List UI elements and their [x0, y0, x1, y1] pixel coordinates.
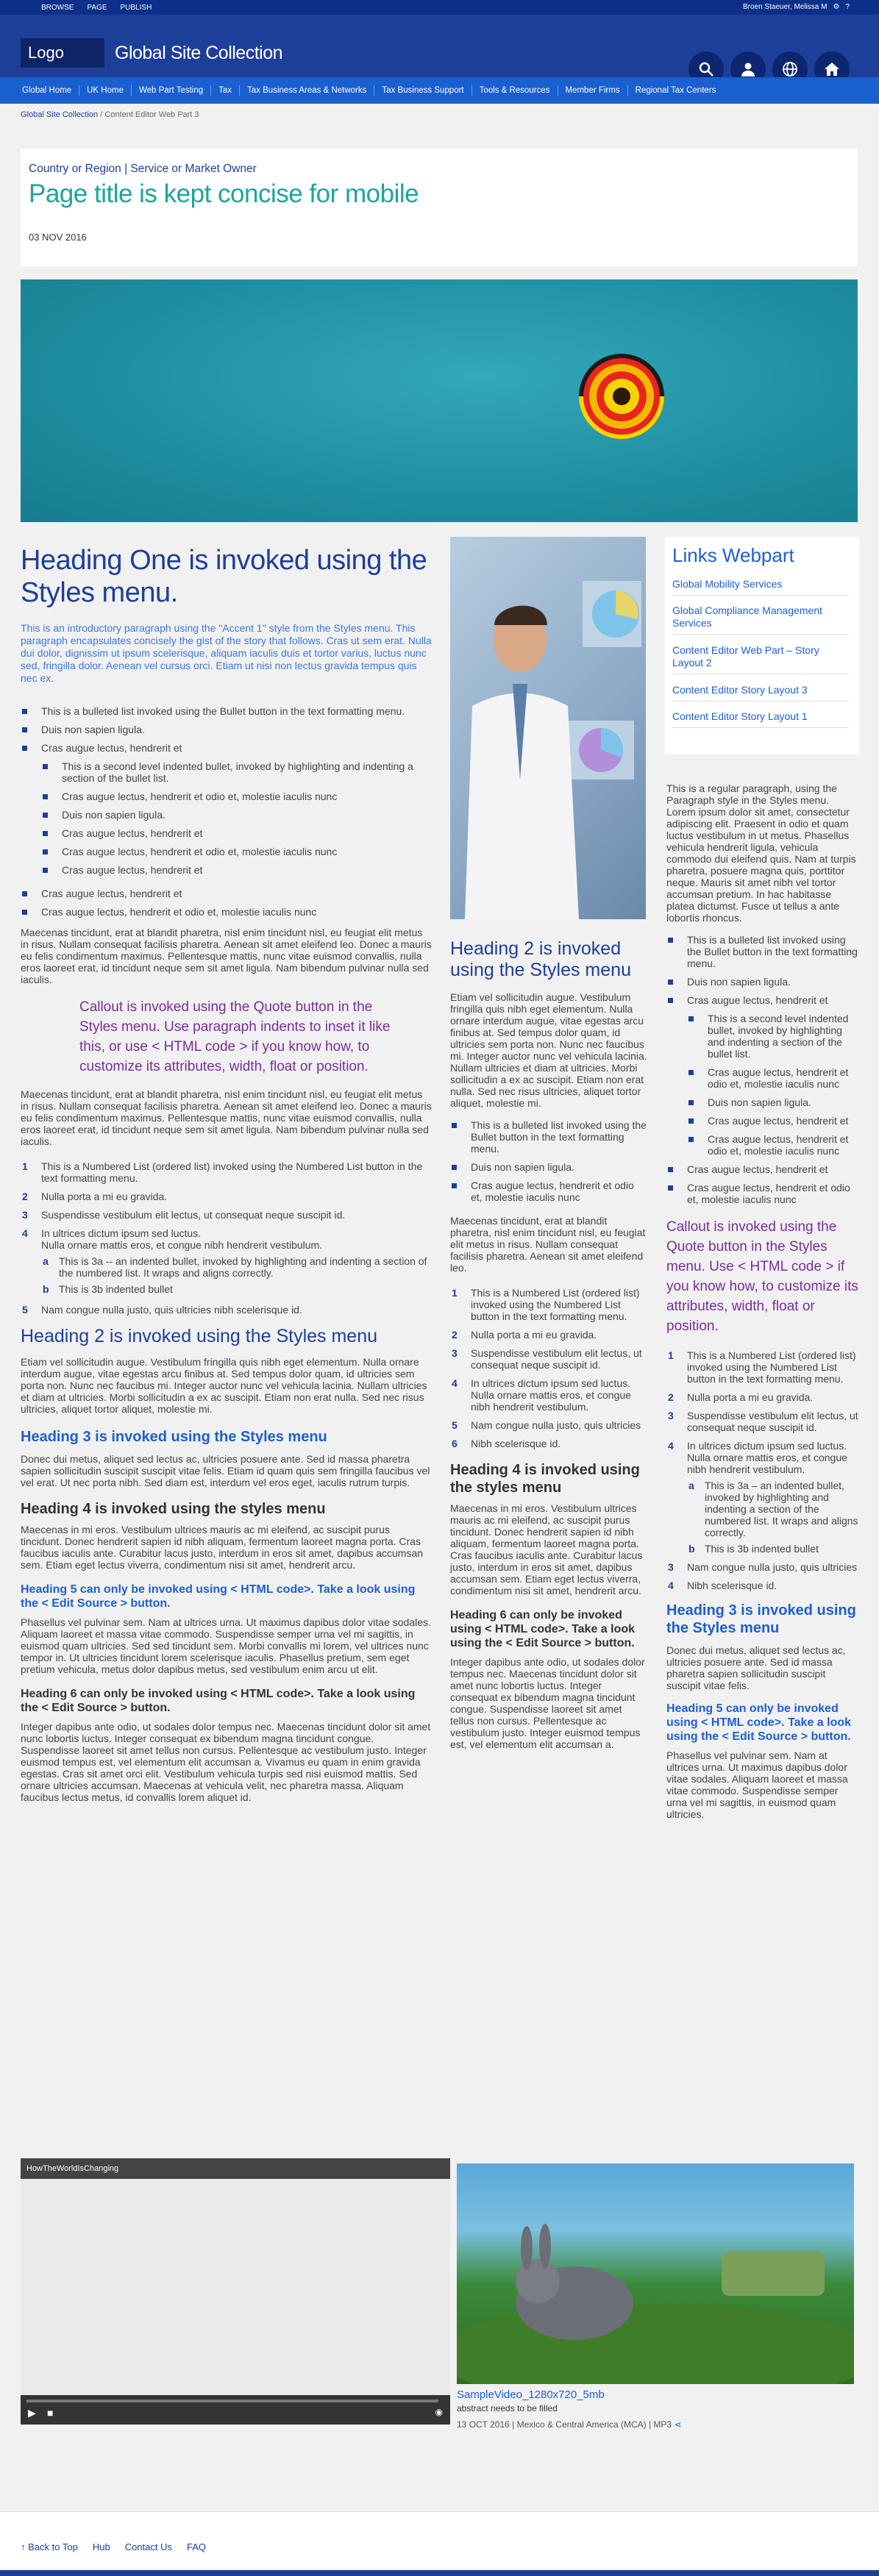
stop-icon[interactable]: ■ [47, 2407, 54, 2419]
paragraph: Maecenas tincidunt, erat at blandit pharetra, nisl enim tincidunt nisl, eu feugiat elit metus in risus. Nullam consequat facilisis pharetra. Aenean sit amet eleifend leo. Donec a mauris eu felis condimentum maximus. Pellentesque mattis, nunc vitae euismod convallis, nulla eros laoreet erat, id tincidunt neque sem sit amet ligula. Nam bibendum pulvinar nulla sed iaculis. [21, 927, 432, 985]
video-progress-bar[interactable] [26, 2400, 438, 2402]
list-item: 1 This is a Numbered List (ordered list) invoked using the Numbered List button in the text formatting menu. [452, 1287, 640, 1322]
heading-five: Heading 5 can only be invoked using < HTML code>. Take a look using the < Edit Source > button. [666, 1702, 852, 1743]
link-story-layout-1[interactable]: Content Editor Story Layout 1 [672, 710, 849, 728]
paragraph: Phasellus vel pulvinar sem. Nam at ultrices urna. Ut maximus dapibus dolor vitae sodales. Aliquam laoreet et massa vitae commodo. Suspendisse semper urna vel mi sagittis, in euismod quam ultricies. Sed sed tincidunt sem. Morbi convallis mi lorem, vel ultrices nunc tempor in. Ut ultricies tincidunt lorem scelerisque iaculis. Phasellus pretium, sem eget pretium vehicula, metus dolor dapibus metus, sed vestibulum enim arcu ut elit. [21, 1616, 431, 1675]
heading-three: Heading 3 is invoked using the Styles menu [21, 1429, 327, 1445]
link-global-mobility[interactable]: Global Mobility Services [672, 578, 849, 596]
list-item: 4 In ultrices dictum ipsum sed luctus. Nulla ornare mattis eros, et congue nibh hendrerit vestibulum. a This is 3a -- an indented bullet, invoked by highlighting and indenting a section of the numbered list. It wraps and aligns correctly. b This is 3b indented bullet [21, 1227, 433, 1295]
list-item: Duis non sapien ligula. [687, 1096, 859, 1108]
list-item: 2 Nulla porta a mi eu gravida. [452, 1329, 597, 1341]
ribbon-browse[interactable]: BROWSE [41, 4, 74, 12]
list-item: 3 Suspendisse vestibulum elit lectus, ut consequat neque suscipit id. [668, 1410, 858, 1433]
list-item: Cras augue lectus, hendrerit et [666, 1163, 859, 1175]
paragraph: Donec dui metus, aliquet sed lectus ac, ultricies posuere ante. Sed id massa pharetra sapien sollicitudin suscipit suscipit vitae felis. [666, 1644, 846, 1691]
heading-three: Heading 3 is invoked using the Styles menu [666, 1602, 856, 1636]
breadcrumb-root[interactable]: Global Site Collection [21, 110, 99, 119]
paragraph: Donec dui metus, aliquet sed lectus ac, ultricies posuere ante. Sed id massa pharetra sapien sollicitudin suscipit suscipit vitae felis. Etiam id quam quis sem fringilla faucibus vel vel erat. Ut nec porta nibh. Sed diam est, interdum vel eros eget, iaculis rutrum turpis. [21, 1453, 430, 1488]
play-icon[interactable]: ▶ [28, 2407, 36, 2419]
heading-five: Heading 5 can only be invoked using < HTML code>. Take a look using the < Edit Source > button. [21, 1583, 416, 1610]
nav-web-part-testing[interactable]: Web Part Testing [132, 85, 211, 96]
list-item: Duis non sapien ligula. [450, 1161, 647, 1173]
list-item: Cras augue lectus, hendrerit et odio et, molestie iaculis nunc [450, 1180, 647, 1203]
help-icon[interactable]: ? [845, 3, 850, 11]
footer-bar [0, 2570, 879, 2576]
list-item: 2 Nulla porta a mi eu gravida. [22, 1191, 168, 1202]
bunny-illustration [457, 2163, 854, 2384]
list-item: This is a second level indented bullet, invoked by highlighting and indenting a section of the bullet list. [687, 1013, 859, 1060]
global-nav [0, 77, 879, 104]
links-title: Links Webpart [672, 544, 794, 566]
nav-regional-tax-centers[interactable]: Regional Tax Centers [635, 86, 716, 95]
media-meta: 13 OCT 2016 | Mexico & Central America (MCA) | MP3 ⋖ [457, 2419, 682, 2430]
list-item: Cras augue lectus, hendrerit et [41, 864, 433, 876]
nav-member-firms[interactable]: Member Firms [558, 85, 628, 96]
list-item: This is a bulleted list invoked using the Bullet button in the text formatting menu. [21, 705, 433, 717]
list-item: 6 Nibh scelerisque id. [452, 1438, 561, 1449]
callout: Callout is invoked using the Quote button in the Styles menu. Use < HTML code > if you know how, to customize its attributes, width, float or position. [666, 1219, 858, 1334]
businessman-illustration [450, 537, 646, 919]
list-item: Cras augue lectus, hendrerit et odio et, molestie iaculis nunc [666, 1182, 859, 1205]
nav-global-home[interactable]: Global Home [15, 85, 79, 96]
list-item: 4 In ultrices dictum ipsum sed luctus. Nulla ornare mattis eros, et congue nibh hendrerit vestibulum. [452, 1377, 631, 1413]
hero-image [21, 279, 858, 522]
ribbon-publish[interactable]: PUBLISH [120, 4, 152, 12]
volume-icon[interactable]: ◉ [435, 2407, 443, 2417]
list-item: Cras augue lectus, hendrerit et odio et, molestie iaculis nunc [687, 1133, 859, 1157]
paragraph: Maecenas in mi eros. Vestibulum ultrices mauris ac mi eleifend, ac suscipit purus tincidunt. Donec hendrerit sapien id nibh aliquam, fermentum laoreet magna porta. Cras faucibus iaculis ante. Curabitur lacus justo, interdum in eros sit amet, dapibus accumsan sem. Etiam eget lectus viverra, condimentum nisi sit amet, hendrerit arcu. [21, 1524, 424, 1571]
paragraph: This is a regular paragraph, using the Paragraph style in the Styles menu. Lorem ipsum dolor sit amet, consectetur adipiscing elit. Praesent in odio et quam luctus vestibulum in ut metus. Phasellus vehicula hendrerit ligula, vehicula commodo dui eleifend quis. Nam at turpis pharetra, posuere magna quis, porttitor neque. Mauris sit amet nibh vel tortor accumsan pretium. In hac habitasse platea dictumst. Fusce ut tellus a ante lobortis rhoncus. [666, 782, 856, 924]
video-controls [21, 2395, 450, 2425]
logo[interactable]: Logo [21, 38, 104, 68]
media-thumbnail[interactable] [457, 2163, 854, 2384]
list-item: Cras augue lectus, hendrerit et This is a second level indented bullet, invoked by highlighting and indenting a section of the bullet list. Cras augue lectus, hendrerit et odio et, molestie iaculis nunc Duis non sapien ligula. Cras augue lectus, hendrerit et Cras augue lectus, hendrerit et odio et, molestie iaculis nunc [666, 994, 859, 1157]
list-item: This is a second level indented bullet, invoked by highlighting and indenting a section of the bullet list. [41, 760, 433, 784]
nav-tools-resources[interactable]: Tools & Resources [472, 85, 558, 96]
list-item: Cras augue lectus, hendrerit et odio et, molestie iaculis nunc [687, 1066, 859, 1090]
list-item: Cras augue lectus, hendrerit et [687, 1115, 859, 1127]
list-item: 1 This is a Numbered List (ordered list) invoked using the Numbered List button in the text formatting menu. [668, 1349, 856, 1385]
list-item: 3 Nam congue nulla justo, quis ultricies [668, 1561, 858, 1573]
paragraph: Integer dapibus ante odio, ut sodales dolor tempus nec. Maecenas tincidunt dolor sit amet nunc lobortis luctus. Integer consequat ex bibendum magna tincidunt congue. Suspendisse laoreet sit amet tellus non cursus. Pellentesque ac vestibulum justo. Integer euismod tempus est, vel elementum elit accumsan a. [450, 1656, 645, 1750]
balloon-image [574, 351, 669, 454]
page-meta: Country or Region | Service or Market Owner [29, 163, 257, 175]
list-item: 1 This is a Numbered List (ordered list) invoked using the Numbered List button in the text formatting menu. [22, 1160, 423, 1184]
page-title: Page title is kept concise for mobile [29, 179, 419, 208]
ribbon-bar [0, 0, 879, 15]
settings-icon[interactable]: ⚙ [833, 3, 840, 11]
heading-four: Heading 4 is invoked using the styles menu [21, 1501, 326, 1517]
paragraph: Integer dapibus ante odio, ut sodales dolor tempus nec. Maecenas tincidunt dolor sit amet nunc lobortis luctus. Integer consequat ex bibendum magna tincidunt congue. Suspendisse laoreet sit amet tellus non cursus. Pellentesque ac vestibulum justo. Integer euismod tempus est, vel elementum elit accumsan a. Vivamus eu quam in enim gravida egestas. Cras sit amet orci elit. Vestibulum vehicula turpis sed nisi euismod mattis. Sed ornare ultricies accumsan. Maecenas at vehicula velit, nec pharetra massa. Aliquam faucibus lectus metus, id convallis lorem aliquet id. [21, 1721, 431, 1803]
link-story-layout-2[interactable]: Content Editor Web Part – Story Layout 2 [672, 644, 849, 674]
nav-tax[interactable]: Tax [211, 85, 240, 96]
list-item: Cras augue lectus, hendrerit et odio et, molestie iaculis nunc [41, 791, 433, 802]
list-item: 4 Nibh scelerisque id. [668, 1580, 777, 1591]
list-item: This is a bulleted list invoked using the Bullet button in the text formatting menu. [666, 934, 859, 969]
ribbon-page[interactable]: PAGE [87, 4, 107, 12]
bullet-list [21, 705, 433, 918]
list-item: Cras augue lectus, hendrerit et This is a second level indented bullet, invoked by highlighting and indenting a section of the bullet list. Cras augue lectus, hendrerit et odio et, molestie iaculis nunc Duis non sapien ligula. Cras augue lectus, hendrerit et Cras augue lectus, hendrerit et odio et, molestie iaculis nunc Cras augue lectus, hendrerit et [21, 742, 433, 876]
middle-column [450, 938, 647, 1750]
list-item: 5 Nam congue nulla justo, quis ultricies [452, 1419, 641, 1431]
list-item: 3 Suspendisse vestibulum elit lectus, ut consequat neque suscipit id. [22, 1209, 346, 1221]
numbered-list [450, 1287, 647, 1449]
bullet-list [666, 934, 859, 1205]
nav-tax-business-support[interactable]: Tax Business Support [374, 85, 471, 96]
list-item: a This is 3a -- an indented bullet, invoked by highlighting and indenting a section of the numbered list. It wraps and aligns correctly. [43, 1255, 427, 1279]
numbered-list [666, 1349, 859, 1591]
list-item: Cras augue lectus, hendrerit et odio et, molestie iaculis nunc [21, 906, 433, 918]
paragraph: Etiam vel sollicitudin augue. Vestibulum fringilla quis nibh eget elementum. Nulla ornare interdum augue, vitae egestas arcu finibus at. Sed tempus dolor quam, id ultricies sem porta non. Nunc nec faucibus mi. Integer auctor nunc vel vehicula lacinia. Nullam ultricies et diam at ultricies. Morbi sollicitudin a ex ac suscipit. Etiam non erat nulla. Sed nec risus ultricies, aliquet tortor aliquet, molestie mi. [450, 991, 647, 1109]
right-column [666, 782, 859, 1820]
breadcrumb: Global Site Collection / Content Editor Web Part 3 [21, 110, 199, 119]
main-column [21, 544, 433, 1803]
arrow-up-icon: ↑ [21, 2541, 29, 2552]
list-item: 3 Suspendisse vestibulum elit lectus, ut consequat neque suscipit id. [452, 1347, 642, 1371]
nav-tax-business-areas[interactable]: Tax Business Areas & Networks [240, 85, 374, 96]
share-icon[interactable]: ⋖ [674, 2419, 682, 2430]
page-date: 03 NOV 2016 [29, 232, 87, 243]
intro-paragraph: This is an introductory paragraph using the "Accent 1" style from the Styles menu. This paragraph encapsulates concisely the gist of the story that follows. Cras ut sem erat. Nulla dui dolor, dignissim ut ipsum scelerisque, aliquam iaculis duis et tortor varius, luctus nunc sed, fringilla dolor. Aenean vel cursus orci. Etiam ut nisi non lectus gravida tempus quis nec ex. [21, 622, 432, 684]
heading-two: Heading 2 is invoked using the Styles menu [21, 1326, 378, 1346]
media-abstract: abstract needs to be filled [457, 2403, 558, 2413]
list-item: This is a bulleted list invoked using the Bullet button in the text formatting menu. [450, 1119, 647, 1155]
list-item: 5 Nam congue nulla justo, quis ultricies nibh scelerisque id. [22, 1304, 302, 1316]
heading-four: Heading 4 is invoked using the styles menu [450, 1462, 640, 1496]
video-player[interactable] [21, 2158, 450, 2425]
list-item: b This is 3b indented bullet [43, 1283, 173, 1295]
list-item: Duis non sapien ligula. [21, 724, 433, 735]
paragraph: Phasellus vel pulvinar sem. Nam at ultrices urna. Ut maximus dapibus dolor vitae sodales. Aliquam laoreet et massa vitae commodo. Suspendisse semper urna vel mi sagittis, in euismod quam ultricies. [666, 1749, 848, 1820]
site-header [0, 15, 879, 77]
heading-six: Heading 6 can only be invoked using < HTML code>. Take a look using the < Edit Source > button. [450, 1609, 636, 1649]
list-item: 4 In ultrices dictum ipsum sed luctus. Nulla ornare mattis eros, et congue nibh hendrerit vestibulum. a This is 3a – an indented bullet, invoked by highlighting and indenting a section of the numbered list. It wraps and aligns correctly. b This is 3b indented bullet [668, 1440, 858, 1555]
paragraph: Etiam vel sollicitudin augue. Vestibulum fringilla quis nibh eget elementum. Nulla ornare interdum augue, vitae egestas arcu finibus at. Sed tempus dolor quam, id ultricies sem porta non. Nunc nec faucibus mi. Integer auctor nunc vel vehicula lacinia. Nullam ultricies et diam at ultricies. Morbi sollicitudin a ex ac suscipit. Etiam non erat nulla. Sed nec risus ultricies, aliquet tortor aliquet, molestie mi. [21, 1356, 427, 1415]
list-item: Cras augue lectus, hendrerit et [41, 827, 433, 839]
link-story-layout-3[interactable]: Content Editor Story Layout 3 [672, 684, 849, 702]
paragraph: Maecenas tincidunt, erat at blandit pharetra, nisl enim tincidunt nisl, eu feugiat elit metus in risus. Nullam consequat facilisis pharetra. Aenean sit amet eleifend leo. Donec a mauris eu felis condimentum maximus. Pellentesque mattis, nunc vitae euismod convallis, nulla eros laoreet erat, id tincidunt neque sem sit amet ligula. Nam bibendum pulvinar nulla sed iaculis. [21, 1088, 432, 1147]
heading-six: Heading 6 can only be invoked using < HTML code>. Take a look using the < Edit Source > button. [21, 1688, 416, 1714]
footer [0, 2511, 879, 2576]
footer-contact-us[interactable]: Contact Us [124, 2541, 172, 2552]
video-title: HowTheWorldIsChanging [21, 2158, 450, 2179]
list-item: Cras augue lectus, hendrerit et odio et, molestie iaculis nunc [41, 846, 433, 857]
list-item: Duis non sapien ligula. [666, 976, 859, 988]
heading-two: Heading 2 is invoked using the Styles menu [450, 938, 631, 980]
link-global-compliance[interactable]: Global Compliance Management Services [672, 604, 849, 635]
list-item: Duis non sapien ligula. [41, 809, 433, 821]
media-title-link[interactable]: SampleVideo_1280x720_5mb [457, 2388, 605, 2401]
nav-uk-home[interactable]: UK Home [79, 85, 132, 96]
heading-one: Heading One is invoked using the Styles menu. [21, 545, 427, 608]
footer-faq[interactable]: FAQ [187, 2541, 207, 2552]
list-item: a This is 3a – an indented bullet, invoked by highlighting and indenting a section of the numbered list. It wraps and aligns correctly. [688, 1480, 858, 1538]
list-item: b This is 3b indented bullet [688, 1543, 819, 1555]
numbered-list [21, 1160, 433, 1316]
list-item: 2 Nulla porta a mi eu gravida. [668, 1391, 814, 1403]
callout: Callout is invoked using the Quote button in the Styles menu. Use paragraph indents to inset it like this, or use < HTML code > if you know how, to customize its attributes, width, float or position. [79, 999, 391, 1074]
bullet-list [450, 1119, 647, 1203]
paragraph: Maecenas tincidunt, erat at blandit pharetra, nisl enim tincidunt nisl, eu feugiat elit metus in risus. Nullam consequat facilisis pharetra. Aenean sit amet eleifend leo. [450, 1215, 646, 1274]
paragraph: Maecenas in mi eros. Vestibulum ultrices mauris ac mi eleifend, ac suscipit purus tincidunt. Donec hendrerit sapien id nibh aliquam, fermentum laoreet magna porta. Cras faucibus iaculis ante. Curabitur lacus justo, interdum in eros sit amet, dapibus accumsan sem. Etiam eget lectus viverra, condimentum nisi sit amet, hendrerit arcu. [450, 1502, 643, 1596]
user-name[interactable]: Broen Staeuer, Melissa M [742, 3, 828, 11]
site-title[interactable]: Global Site Collection [115, 43, 283, 63]
breadcrumb-current: Content Editor Web Part 3 [104, 110, 199, 119]
footer-hub[interactable]: Hub [92, 2541, 110, 2552]
title-box [21, 149, 858, 266]
list-item: Cras augue lectus, hendrerit et [21, 888, 433, 899]
footer-back-to-top[interactable]: ↑ Back to Top [21, 2541, 78, 2552]
links-webpart [665, 537, 859, 754]
businessman-photo [450, 537, 646, 919]
